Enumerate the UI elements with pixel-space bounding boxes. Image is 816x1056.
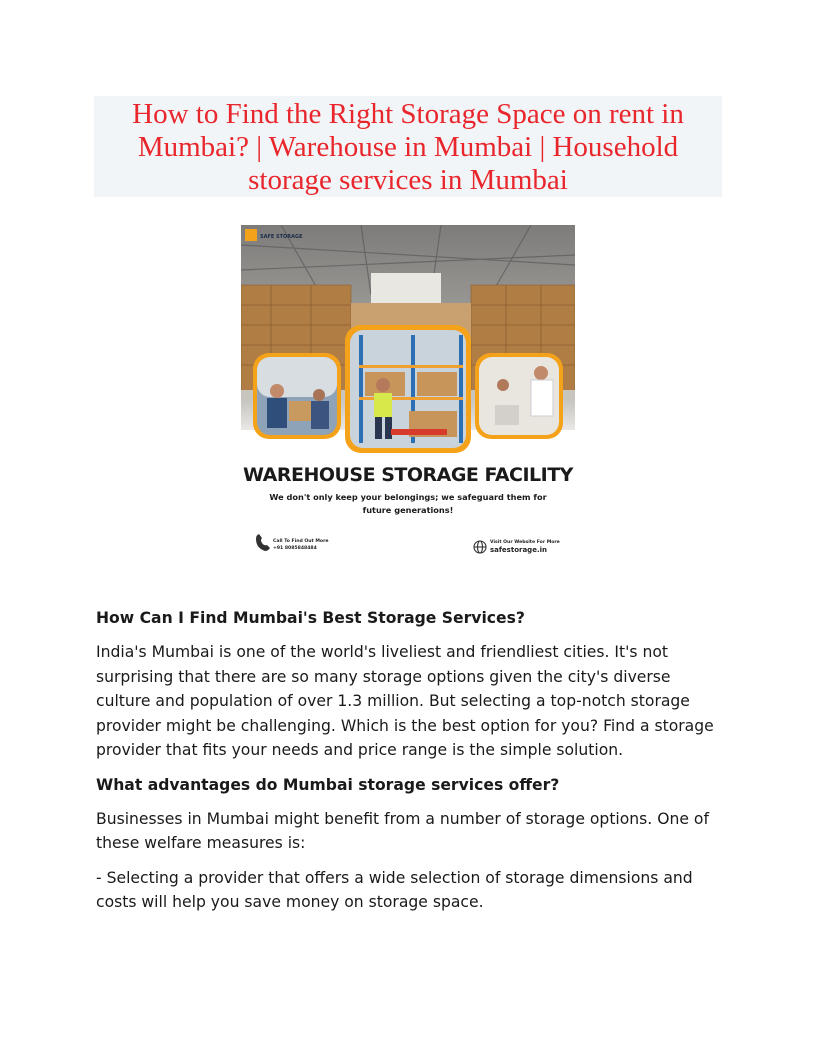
warehouse-poster-image (241, 225, 575, 560)
photo-card-center (345, 325, 471, 453)
poster-tagline-line2: future generations! (362, 505, 454, 515)
poster-headline: WAREHOUSE STORAGE FACILITY (243, 464, 573, 486)
poster-brand: SAFE STORAGE (260, 234, 303, 240)
paragraph: - Selecting a provider that offers a wide selection of storage dimensions and costs will help you save money on storage space. (96, 868, 693, 911)
paragraph: Businesses in Mumbai might benefit from a number of storage options. One of these welfare measures is: (96, 809, 709, 852)
poster-tagline-line1: We don't only keep your belongings; we safeguard them for (269, 492, 547, 502)
photo-card-left (253, 353, 341, 439)
title-box (94, 96, 722, 197)
paragraph: India's Mumbai is one of the world's liveliest and friendliest cities. It's not surprising that there are so many storage options given the city's diverse culture and population of over 1.3 million. But selecting a top-notch storage provider might be challenging. Which is the best option for you? Find a storage provider that fits your needs and price range is the simple solution. (96, 643, 714, 759)
section-heading: How Can I Find Mumbai's Best Storage Services? (96, 609, 525, 627)
article-body (96, 606, 726, 925)
page-title: How to Find the Right Storage Space on rent in Mumbai? | Warehouse in Mumbai | Household storage services in Mumbai (132, 98, 684, 196)
poster-visit-label: Visit Our Website For More (490, 540, 560, 545)
poster-website: safestorage.in (490, 546, 547, 554)
poster-call-label: Call To Find Out More (273, 539, 329, 544)
photo-card-right (475, 353, 563, 439)
section-heading: What advantages do Mumbai storage services offer? (96, 775, 560, 794)
poster-phone: +91 8085848484 (273, 546, 317, 551)
poster-graphic (241, 225, 575, 560)
